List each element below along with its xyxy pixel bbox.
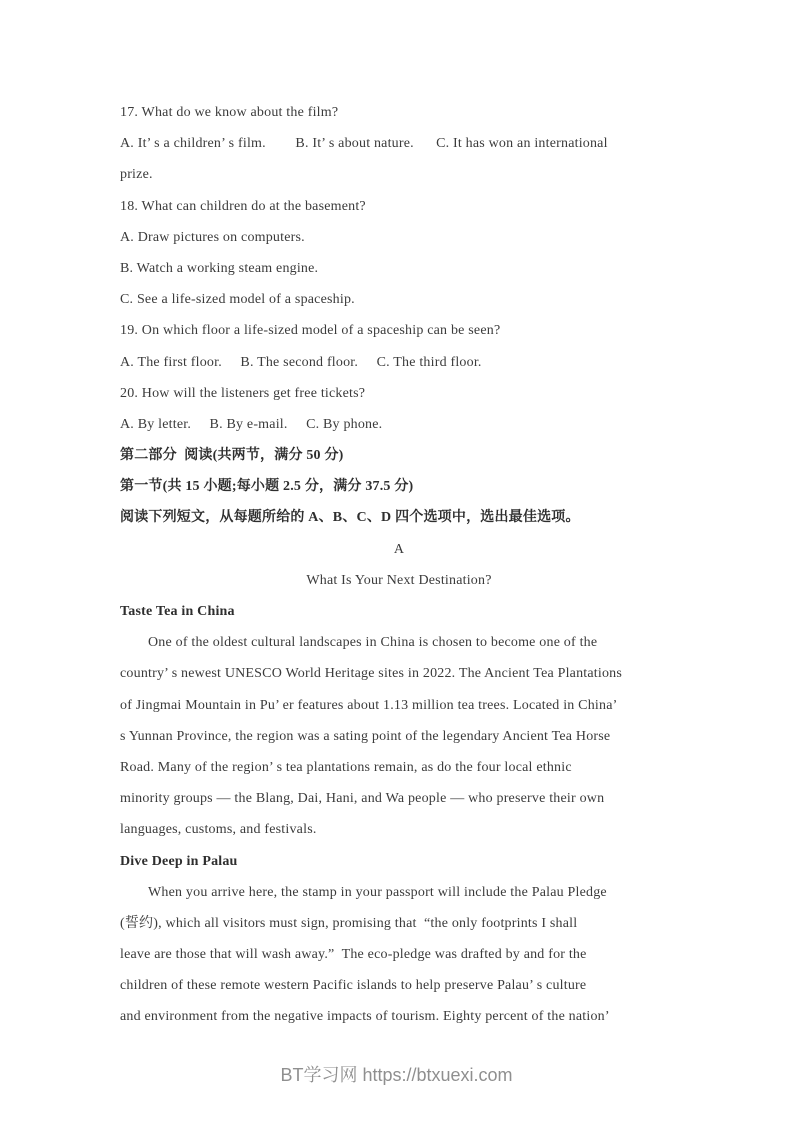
- taste-tea-paragraph-line: of Jingmai Mountain in Pu’ er features about 1.13 million tea trees. Located in China’: [120, 697, 618, 713]
- taste-tea-paragraph-line: One of the oldest cultural landscapes in China is chosen to become one of the: [148, 635, 598, 651]
- passage-title: What Is Your Next Destination?: [306, 572, 492, 588]
- subheading-dive-deep-in-palau: Dive Deep in Palau: [120, 853, 238, 869]
- question-18-option-c: C. See a life-sized model of a spaceship.: [120, 292, 355, 308]
- question-17-stem: 17. What do we know about the film?: [120, 105, 339, 120]
- question-19-stem: 19. On which floor a life-sized model of a spaceship can be seen?: [120, 323, 501, 339]
- question-20-stem: 20. How will the listeners get free tickets?: [120, 385, 366, 401]
- question-18-option-b: B. Watch a working steam engine.: [120, 260, 319, 276]
- question-18-option-a: A. Draw pictures on computers.: [120, 229, 305, 245]
- site-watermark: BT学习网 https://btxuexi.com: [280, 1065, 513, 1085]
- taste-tea-paragraph-line: minority groups — the Blang, Dai, Hani, and Wa people — who preserve their own: [120, 791, 605, 807]
- page-content: [120, 97, 678, 1033]
- section-1-heading: 第一节(共 15 小题;每小题 2.5 分，满分 37.5 分): [120, 479, 414, 495]
- taste-tea-paragraph-line: country’ s newest UNESCO World Heritage sites in 2022. The Ancient Tea Plantations: [120, 666, 623, 682]
- part-2-heading: 第二部分 阅读(共两节，满分 50 分): [120, 448, 344, 464]
- taste-tea-paragraph-line: Road. Many of the region’ s tea plantations remain, as do the four local ethnic: [120, 759, 572, 775]
- listening-questions: [120, 97, 678, 440]
- question-17-options-line-1: A. It’ s a children’ s film. B. It’ s about nature. C. It has won an international: [120, 136, 608, 152]
- palau-paragraph-line: (誓约), which all visitors must sign, promising that “the only footprints I shall: [120, 915, 578, 931]
- reading-section: [120, 440, 678, 1033]
- question-20-options: A. By letter. B. By e-mail. C. By phone.: [120, 416, 383, 432]
- taste-tea-paragraph-line: languages, customs, and festivals.: [120, 822, 317, 838]
- palau-paragraph-line: and environment from the negative impacts of tourism. Eighty percent of the nation’: [120, 1009, 610, 1025]
- palau-paragraph-line: children of these remote western Pacific islands to help preserve Palau’ s culture: [120, 978, 587, 994]
- passage-label: A: [393, 541, 405, 557]
- section-1-instructions: 阅读下列短文，从每题所给的 A、B、C、D 四个选项中，选出最佳选项。: [120, 510, 580, 526]
- subheading-taste-tea-in-china: Taste Tea in China: [120, 604, 235, 619]
- palau-paragraph-line: When you arrive here, the stamp in your passport will include the Palau Pledge: [148, 884, 607, 900]
- question-17-options-line-2: prize.: [120, 167, 153, 183]
- question-19-options: A. The first floor. B. The second floor. C. The third floor.: [120, 354, 482, 370]
- taste-tea-paragraph-line: s Yunnan Province, the region was a sating point of the legendary Ancient Tea Horse: [120, 728, 611, 744]
- palau-paragraph-line: leave are those that will wash away.” The eco-pledge was drafted by and for the: [120, 947, 587, 963]
- question-18-stem: 18. What can children do at the basement?: [120, 198, 366, 214]
